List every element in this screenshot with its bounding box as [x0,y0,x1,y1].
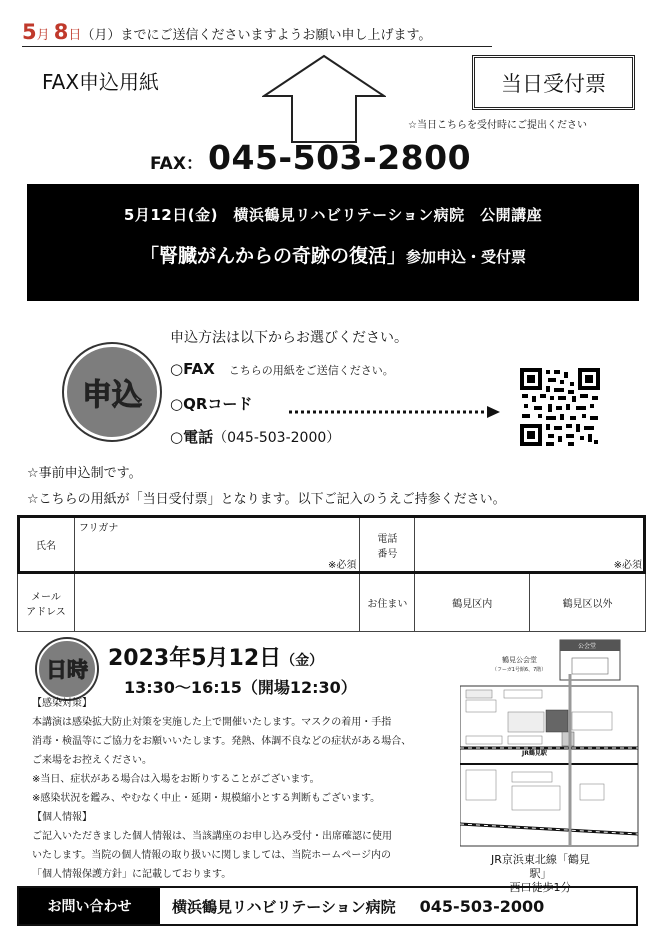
map-caption-line-1: JR京浜東北線「鶴見駅」 [491,853,590,880]
map-caption-line-2: 西口徒歩1分 [509,881,572,894]
fax-number-row [150,138,471,177]
fax-label: FAX [150,154,186,174]
infection-heading: 【感染対策】 [32,698,92,709]
infection-text-4: ※当日、症状がある場合は入場をお断りすることがございます。 [32,774,320,785]
phone-option-label: ○電話 [170,428,214,446]
name-label-text: 氏名 [35,541,56,552]
contact-tel[interactable]: 045-503-2000 [419,896,545,916]
apply-badge-label: 申込 [82,378,142,413]
apply-badge [64,344,160,440]
same-day-ticket-box [472,55,635,110]
residence-outside-text: 鶴見区以外 [562,599,613,610]
phone-required: ※必須 [613,560,642,571]
residence-inside-text: 鶴見区内 [452,599,493,610]
infection-text-1: 本講演は感染拡大防止対策を実施した上で開催いたします。マスクの着用・手指 [32,717,392,728]
qr-option-label: ○QRコード [170,395,253,413]
event-time: 13:30～16:15（開場12:30） [124,678,357,697]
infection-text-5: ※感染状況を鑑み、やむなく中止・延期・規模縮小とする判断もございます。 [32,793,381,804]
phone-label-2: 番号 [377,548,398,560]
same-day-note: ☆当日こちらを受付時にご提出ください [408,120,587,131]
phone-option-number: （045-503-2000） [213,430,341,446]
map-venue-box-label: 公会堂 [578,643,597,650]
residence-label [360,574,415,632]
access-map [460,634,640,852]
deadline-day: 8 [53,20,69,44]
same-day-ticket-label: 当日受付票 [501,71,606,96]
event-date-text: 2023年5月12日 [108,646,282,671]
deadline-month-unit: 月 [36,28,50,43]
residence-option-inside[interactable] [415,574,530,632]
phone-label-1: 電話 [377,533,398,545]
form-row-email [18,574,646,632]
apply-option-fax [170,360,394,378]
phone-label [360,516,415,574]
deadline-weekday: （月） [81,28,121,43]
deadline-notice [22,20,492,47]
form-note: ☆こちらの用紙が「当日受付票」となります。以下ご記入のうえご持参ください。 [27,492,506,507]
banner-title-line [27,241,639,268]
banner-event-line: 5月12日(金) 横浜鶴見リハビリテーション病院 公開講座 [123,206,543,224]
deadline-month: 5 [22,20,37,44]
fax-option-label: ○FAX [170,360,215,378]
residence-option-outside[interactable] [530,574,646,632]
privacy-text-3: 「個人情報保護方針」に記載しております。 [32,869,232,880]
contact-body [160,888,636,924]
schedule-badge-label: 日時 [46,658,88,682]
infection-text-3: ご来場をお控えください。 [32,755,152,766]
event-weekday: （金） [281,653,324,669]
preregistration-note: ☆事前申込制です。 [27,466,142,481]
name-field[interactable] [74,516,360,574]
fax-option-note: こちらの用紙をご送信ください。 [228,364,394,377]
phone-field[interactable] [415,516,646,574]
fax-colon: ： [185,154,203,174]
name-required: ※必須 [328,560,357,571]
residence-label-text: お住まい [367,599,408,610]
schedule-badge [37,639,97,699]
name-label [18,516,75,574]
fax-number: 045-503-2800 [208,138,472,177]
map-station-label: JR鶴見駅 [522,750,547,757]
contact-label: お問い合わせ [19,888,160,924]
map-venue-sub: （フーガ1号館6、7階） [492,667,547,673]
email-label-1: メール [31,591,61,603]
banner-title: 「腎臓がんからの奇跡の復活」 [139,245,406,267]
deadline-day-unit: 日 [68,28,82,43]
email-field[interactable] [74,574,360,632]
privacy-text-2: いたします。当院の個人情報の取り扱いに関しましては、当院ホームページ内の [32,850,391,861]
form-row-name [18,516,646,574]
contact-bar [17,886,638,926]
apply-option-qr [170,393,252,414]
up-arrow-icon [262,54,386,144]
contact-hospital: 横浜鶴見リハビリテーション病院 [172,897,396,916]
email-label [18,574,75,632]
furigana-label: フリガナ [78,523,119,534]
dotted-arrow-icon [287,405,502,419]
privacy-text-1: ご記入いただきました個人情報は、当該講座のお申し込み受付・出席確認に使用 [32,831,392,842]
apply-intro: 申込方法は以下からお選びください。 [170,330,408,346]
banner-suffix: 参加申込・受付票 [406,248,527,266]
deadline-text: までにご送信くださいますようお願い申し上げます。 [120,28,432,43]
fax-form-title: FAX申込用紙 [42,70,160,94]
info-block [32,694,452,884]
event-banner [27,184,639,301]
apply-option-phone [170,426,340,447]
infection-text-2: 消毒・検温等にご協力をお願いいたします。発熱、体調不良などの症状がある場合、 [32,736,412,747]
event-date [108,641,323,672]
map-venue-label: 鶴見公会堂 [502,656,537,664]
qr-code-icon[interactable] [520,368,600,446]
registration-form [17,515,646,632]
privacy-heading: 【個人情報】 [32,812,92,823]
email-label-2: アドレス [26,606,66,618]
